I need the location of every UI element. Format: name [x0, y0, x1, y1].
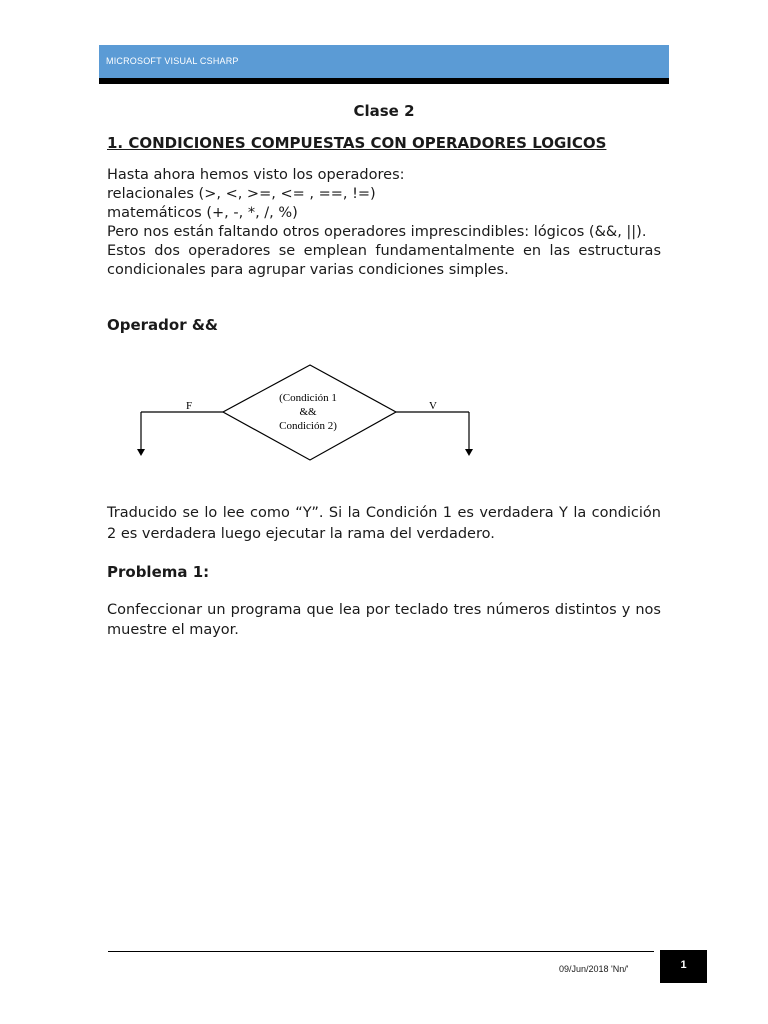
true-label: V [429, 400, 437, 412]
operator-heading: Operador && [107, 316, 219, 334]
intro-line-3: matemáticos (+, -, *, /, %) [107, 205, 298, 221]
true-arrowhead [465, 449, 473, 456]
problem-text: Confeccionar un programa que lea por teclado tres números distintos y nos muestre el mayor. [107, 602, 661, 638]
translation-paragraph: Traducido se lo lee como “Y”. Si la Condición 1 es verdadera Y la condición 2 es verdadera luego ejecutar la rama del verdadero. [107, 505, 661, 542]
condition-operator: && [299, 406, 317, 418]
condition-line-1: (Condición 1 [279, 392, 337, 404]
footer-date: 09/Jun/2018 'Nn/' [559, 964, 629, 974]
footer-rule [108, 951, 654, 952]
problem-heading: Problema 1: [107, 563, 210, 581]
intro-line-1: Hasta ahora hemos visto los operadores: [107, 167, 405, 183]
intro-line-5: Estos dos operadores se emplean fundamentalmente en las estructuras condicionales para agrupar varias condiciones simples. [107, 243, 661, 278]
section-title: 1. CONDICIONES COMPUESTAS CON OPERADORES LOGICOS [107, 134, 607, 152]
intro-paragraph [107, 166, 661, 280]
false-label: F [185, 400, 193, 412]
false-arrowhead [137, 449, 145, 456]
intro-line-4: Pero nos están faltando otros operadores imprescindibles: lógicos (&&, ||). [107, 224, 647, 240]
and-flowchart [128, 355, 488, 465]
intro-line-2: relacionales (>, <, >=, <= , ==, !=) [107, 186, 376, 202]
condition-line-2: Condición 2) [279, 420, 337, 432]
document-header-band [99, 45, 669, 78]
page-number: 1 [660, 950, 707, 983]
header-rule [99, 78, 669, 84]
page-title: Clase 2 [353, 102, 415, 120]
header-title: MICROSOFT VISUAL CSHARP [106, 56, 239, 66]
